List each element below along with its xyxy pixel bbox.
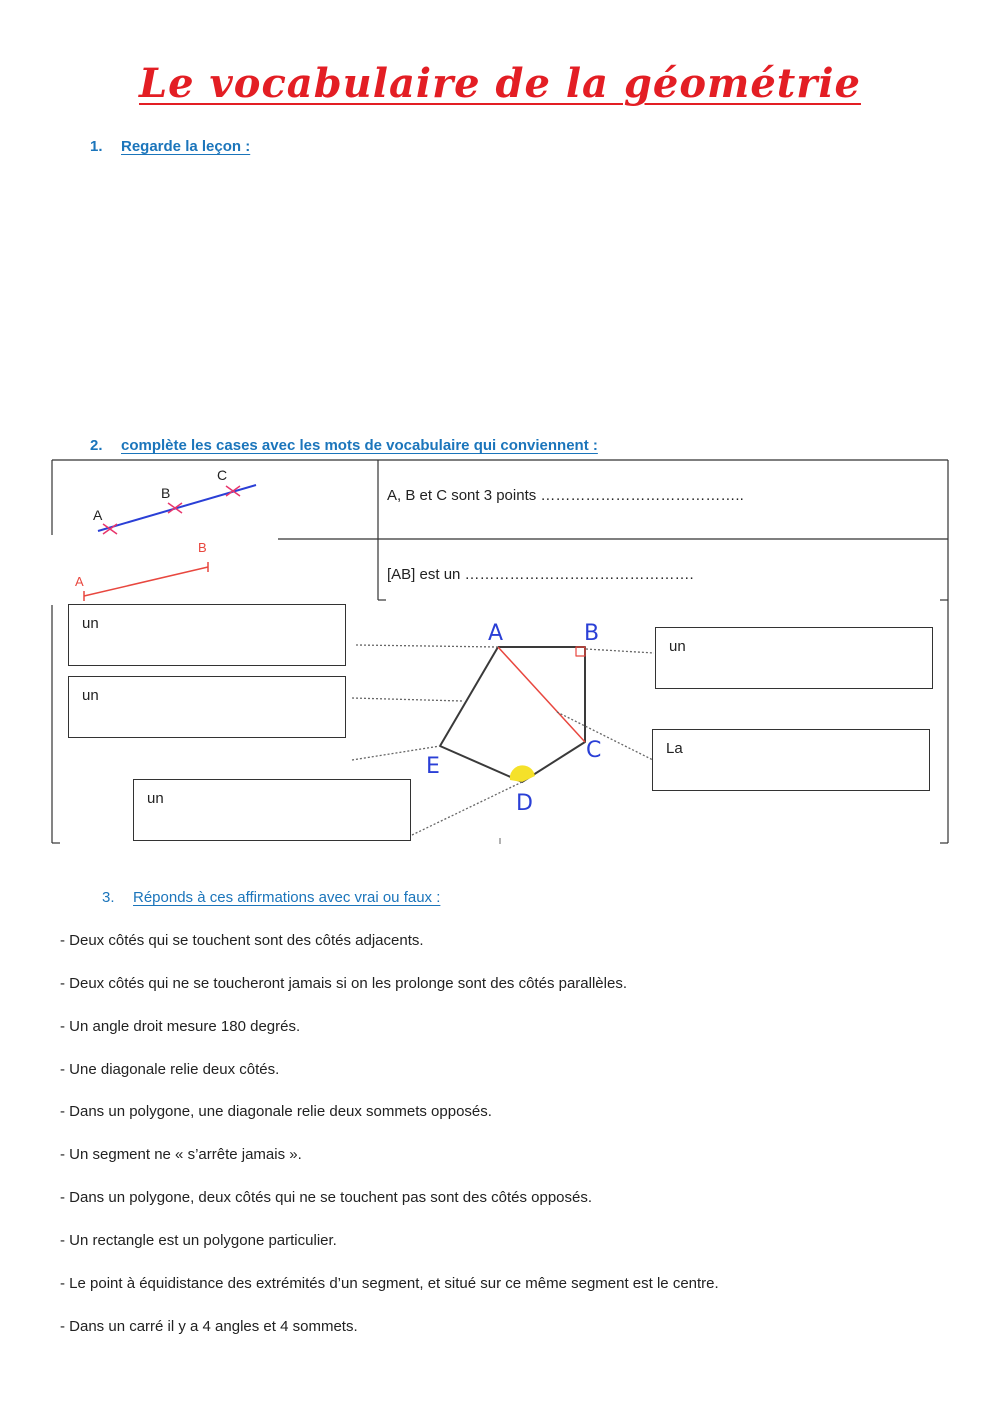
- label-point-c: C: [217, 467, 228, 483]
- section-2-label: complète les cases avec les mots de vocabulaire qui conviennent :: [121, 437, 598, 454]
- section-1-label: Regarde la leçon :: [121, 138, 251, 155]
- connector-diagonal: [557, 712, 653, 760]
- connector-angle-d: [412, 782, 522, 835]
- diagonal-ac: [498, 647, 585, 742]
- vertex-label-a: A: [488, 621, 504, 646]
- section-3-heading: [102, 889, 440, 906]
- page-title: Le vocabulaire de la géométrie: [139, 60, 861, 107]
- vertex-label-e: E: [426, 754, 440, 779]
- connector-vertex-a: [356, 645, 498, 647]
- answer-box-2-prefix: un: [82, 687, 99, 704]
- section-3-number: 3.: [102, 889, 115, 906]
- answer-box-4-prefix: un: [669, 638, 686, 655]
- label-segment-a: A: [75, 574, 84, 589]
- answer-box-3[interactable]: [133, 779, 411, 841]
- section-2-number: 2.: [90, 437, 103, 454]
- vertex-label-c: C: [586, 738, 602, 763]
- statement-6: - Un segment ne « s’arrête jamais ».: [60, 1146, 302, 1163]
- section-1-number: 1.: [90, 138, 103, 155]
- answer-box-1-prefix: un: [82, 615, 99, 632]
- point-marks: [103, 486, 240, 534]
- answer-box-5[interactable]: [652, 729, 930, 791]
- right-angle-mark: [576, 647, 585, 656]
- statement-7: - Dans un polygone, deux côtés qui ne se touchent pas sont des côtés opposés.: [60, 1189, 593, 1206]
- answer-box-3-prefix: un: [147, 790, 164, 807]
- statement-8: - Un rectangle est un polygone particulier.: [60, 1232, 337, 1249]
- statement-9: - Le point à équidistance des extrémités d’un segment, et situé sur ce même segment est le centre.: [60, 1275, 719, 1292]
- polygon-outline: [440, 647, 585, 782]
- statement-3: - Un angle droit mesure 180 degrés.: [60, 1018, 301, 1035]
- row1-sentence: A, B et C sont 3 points …………………………………..: [387, 487, 744, 504]
- statement-4: - Une diagonale relie deux côtés.: [60, 1061, 280, 1078]
- answer-box-1[interactable]: [68, 604, 346, 666]
- answer-box-2[interactable]: [68, 676, 346, 738]
- vertex-label-d: D: [516, 791, 533, 816]
- angle-mark-d: [510, 765, 535, 782]
- statement-10: - Dans un carré il y a 4 angles et 4 sommets.: [60, 1318, 358, 1335]
- connector-side-ae: [352, 698, 462, 701]
- label-segment-b: B: [198, 540, 207, 555]
- answer-box-5-prefix: La: [666, 740, 683, 757]
- answer-box-4[interactable]: [655, 627, 933, 689]
- row2-image-patch: [40, 535, 278, 605]
- statement-1: - Deux côtés qui se touchent sont des côtés adjacents.: [60, 932, 424, 949]
- statement-5: - Dans un polygone, une diagonale relie deux sommets opposés.: [60, 1103, 492, 1120]
- vertex-label-b: B: [584, 621, 600, 646]
- label-point-b: B: [161, 485, 171, 501]
- row2-sentence: [AB] est un ……………………………………….: [387, 566, 694, 583]
- section-3-label: Réponds à ces affirmations avec vrai ou faux :: [133, 889, 441, 906]
- statement-2: - Deux côtés qui ne se toucheront jamais si on les prolonge sont des côtés parallèles.: [60, 975, 627, 992]
- label-point-a: A: [93, 507, 103, 523]
- connector-right-angle: [586, 649, 654, 653]
- polygon-abcde: [440, 647, 585, 782]
